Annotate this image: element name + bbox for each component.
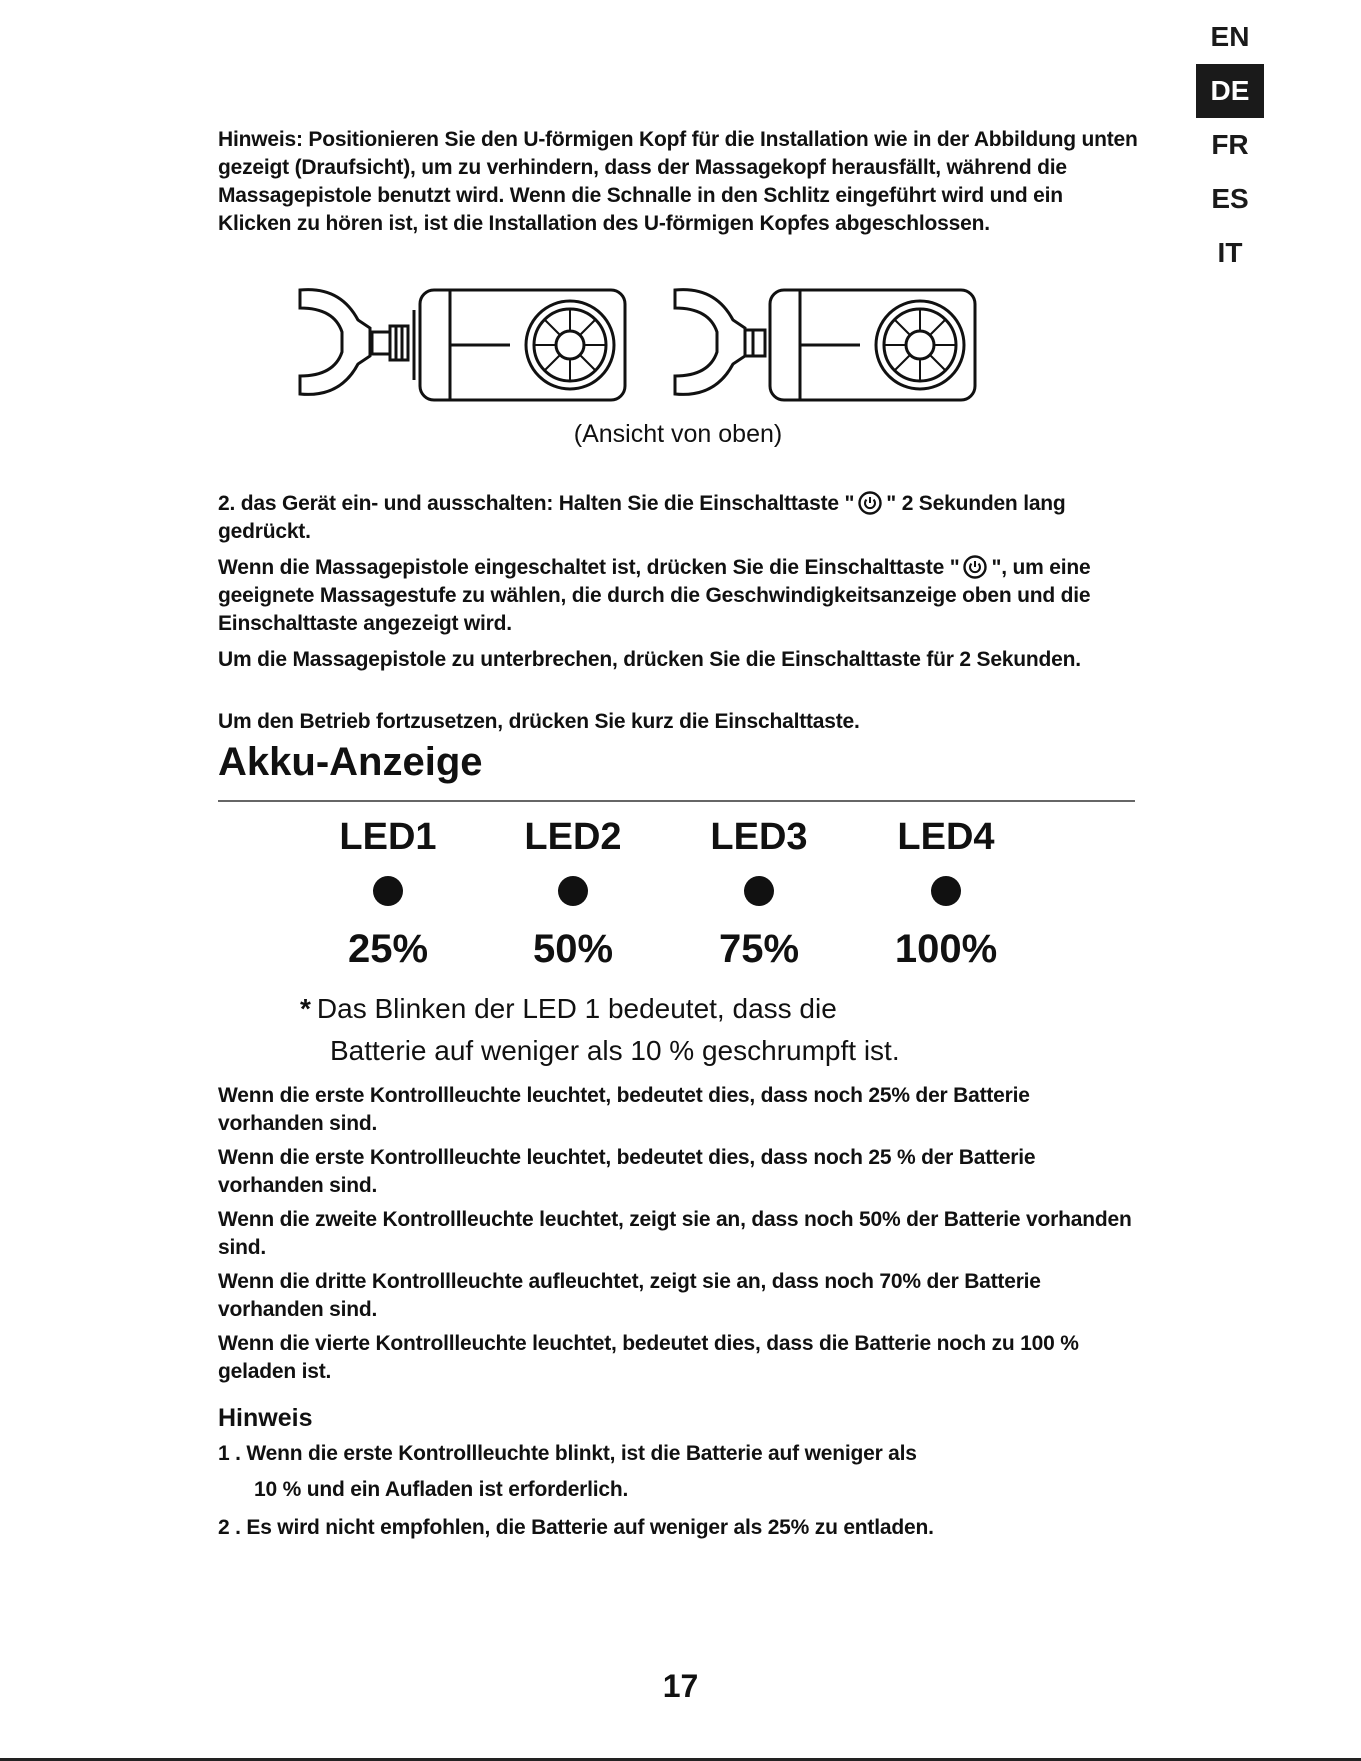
led-percent: 75% [718,927,800,971]
power-icon [963,555,987,579]
intro-paragraph: Hinweis: Positionieren Sie den U-förmigen Kopf für die Installation wie in der Abbildung unten gezeigt (Draufsicht), um zu verhindern, dass der Massagekopf herausfällt, während die Massagepistole benutzt wird. Wenn die Schnalle in den Schlitz eingeführt wird und ein Klicken zu hören ist, ist die Installation des U-förmigen Kopfes abgeschlossen. [218,128,1138,235]
blink-note-line1 [300,988,1060,1030]
massage-gun-body-right [770,290,975,400]
heading-divider [218,800,1135,802]
led-label: LED2 [524,816,622,858]
blink-note-line2: Batterie auf weniger als 10 % geschrumpft ist. [330,1035,900,1066]
led-percent: 25% [347,927,429,971]
language-tab-en[interactable]: EN [1210,21,1250,52]
battery-heading: Akku-Anzeige [218,740,483,784]
power-on-off-paragraph [218,490,1138,546]
led-percent: 50% [532,927,614,971]
led-dot-icon [558,876,588,906]
power-icon [858,491,882,515]
massage-level-paragraph [218,554,1138,638]
power-p1-after: " 2 Sekunden lang gedrückt. [218,492,1066,543]
u-head-installation-figure [290,280,1050,420]
led-dot-icon [373,876,403,906]
power-p2-after: ", um eine geeignete Massagestufe zu wählen, die durch die Geschwindigkeitsanzeige oben und die Einschalttaste angezeigt wird. [218,556,1091,635]
blink-note [300,988,1060,1072]
led-indicator-1 [313,810,463,976]
resume-paragraph: Um den Betrieb fortzusetzen, drücken Sie kurz die Einschalttaste. [218,710,860,733]
battery-explanation: Wenn die zweite Kontrollleuchte leuchtet, zeigt sie an, dass noch 50% der Batterie vorhanden sind. [218,1208,1132,1259]
led-label: LED4 [897,816,995,858]
note-heading: Hinweis [218,1404,313,1432]
led-dot-icon [931,876,961,906]
battery-explanation: Wenn die erste Kontrollleuchte leuchtet, bedeutet dies, dass noch 25 % der Batterie vorhanden sind. [218,1146,1036,1197]
led-indicator-3 [684,810,834,976]
language-tab-it[interactable]: IT [1217,237,1243,268]
note-item-1-continued: 10 % und ein Aufladen ist erforderlich. [254,1478,629,1501]
led-indicator-2 [498,810,648,976]
note-item-1: 1 . Wenn die erste Kontrollleuchte blinkt, ist die Batterie auf weniger als [218,1442,917,1465]
power-p1-before: 2. das Gerät ein- und ausschalten: Halten Sie die Einschalttaste " [218,492,855,515]
massage-gun-body-left [414,290,625,400]
blink-note-text1: Das Blinken der LED 1 bedeutet, dass die [316,993,837,1024]
language-tabs [1196,10,1264,280]
language-tab-es[interactable]: ES [1211,183,1249,214]
led-label: LED3 [710,816,808,858]
language-tab-fr[interactable]: FR [1211,129,1249,160]
battery-explanation: Wenn die erste Kontrollleuchte leuchtet, bedeutet dies, dass noch 25% der Batterie vorhanden sind. [218,1084,1030,1135]
battery-explanation: Wenn die vierte Kontrollleuchte leuchtet, bedeutet dies, dass die Batterie noch zu 100 % geladen ist. [218,1332,1079,1383]
page-number: 17 [662,1668,699,1704]
asterisk-marker: * [300,993,311,1024]
led-label: LED1 [339,816,437,858]
battery-explanation: Wenn die dritte Kontrollleuchte aufleuchtet, zeigt sie an, dass noch 70% der Batterie vorhanden sind. [218,1270,1041,1321]
u-head-separated-icon [300,290,408,395]
power-p2-before: Wenn die Massagepistole eingeschaltet ist, drücken Sie die Einschalttaste " [218,556,960,579]
note-item-2: 2 . Es wird nicht empfohlen, die Batterie auf weniger als 25% zu entladen. [218,1516,934,1539]
led-percent: 100% [894,927,998,971]
led-dot-icon [744,876,774,906]
language-tab-de[interactable]: DE [1196,64,1264,118]
led-indicator-4 [871,810,1021,976]
u-head-installed-icon [675,290,765,395]
pause-paragraph: Um die Massagepistole zu unterbrechen, drücken Sie die Einschalttaste für 2 Sekunden. [218,648,1081,671]
figure-caption: (Ansicht von oben) [573,420,783,448]
